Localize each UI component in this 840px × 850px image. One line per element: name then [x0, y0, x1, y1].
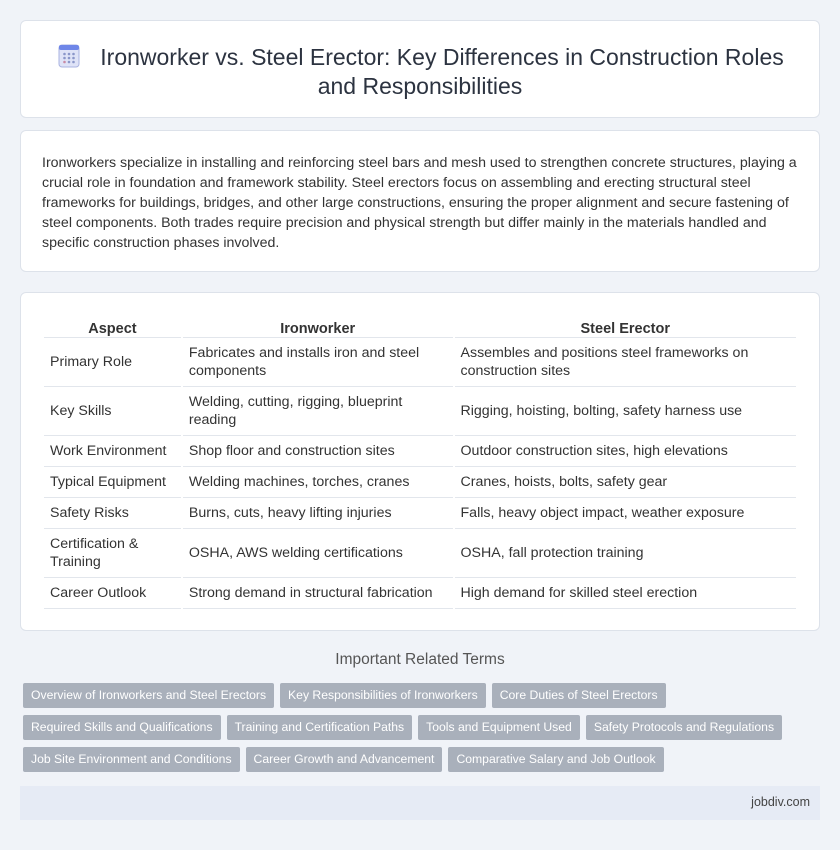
cell-ironworker: Welding, cutting, rigging, blueprint reading: [183, 387, 453, 436]
table-row: [44, 529, 796, 578]
cell-steel-erector: Assembles and positions steel frameworks on construction sites: [455, 338, 796, 387]
related-term-tag[interactable]: Overview of Ironworkers and Steel Erectors: [23, 683, 274, 708]
cell-ironworker: OSHA, AWS welding certifications: [183, 529, 453, 578]
cell-aspect: Certification & Training: [44, 529, 181, 578]
table-header-row: [44, 315, 796, 338]
related-term-tag[interactable]: Comparative Salary and Job Outlook: [448, 747, 663, 772]
footer-site-link[interactable]: jobdiv.com: [751, 795, 810, 809]
cell-ironworker: Strong demand in structural fabrication: [183, 578, 453, 609]
related-terms-list: [23, 683, 823, 779]
cell-steel-erector: Rigging, hoisting, bolting, safety harness use: [455, 387, 796, 436]
document-icon: [56, 43, 82, 69]
header-steel-erector: Steel Erector: [455, 315, 796, 338]
related-term-tag[interactable]: Job Site Environment and Conditions: [23, 747, 240, 772]
cell-steel-erector: Outdoor construction sites, high elevations: [455, 436, 796, 467]
cell-ironworker: Welding machines, torches, cranes: [183, 467, 453, 498]
related-term-tag[interactable]: Tools and Equipment Used: [418, 715, 580, 740]
cell-ironworker: Shop floor and construction sites: [183, 436, 453, 467]
footer: [20, 786, 820, 820]
cell-steel-erector: Cranes, hoists, bolts, safety gear: [455, 467, 796, 498]
related-term-tag[interactable]: Career Growth and Advancement: [246, 747, 443, 772]
table-row: [44, 578, 796, 609]
tag-row: [23, 747, 823, 779]
comparison-card: [20, 292, 820, 631]
related-term-tag[interactable]: Core Duties of Steel Erectors: [492, 683, 666, 708]
table-row: [44, 436, 796, 467]
intro-paragraph: Ironworkers specialize in installing and reinforcing steel bars and mesh used to strengthen concrete structures, playing a crucial role in foundation and framework stability. Steel erectors focus on assembling and erecting structural steel frameworks for buildings, bridges, and other large constructions, ensuring the proper alignment and secure fastening of steel components. Both trades require precision and physical strength but differ mainly in the materials handled and specific construction phases involved.: [42, 155, 797, 251]
table-row: [44, 467, 796, 498]
page-title-wrap: [21, 43, 819, 101]
related-terms-heading: Important Related Terms: [335, 651, 505, 668]
tag-row: [23, 715, 823, 747]
related-term-tag[interactable]: Safety Protocols and Regulations: [586, 715, 782, 740]
cell-aspect: Primary Role: [44, 338, 181, 387]
header-aspect: Aspect: [44, 315, 181, 338]
tag-row: [23, 683, 823, 715]
cell-steel-erector: High demand for skilled steel erection: [455, 578, 796, 609]
related-term-tag[interactable]: Required Skills and Qualifications: [23, 715, 221, 740]
cell-steel-erector: Falls, heavy object impact, weather exposure: [455, 498, 796, 529]
intro-card: [20, 130, 820, 272]
related-term-tag[interactable]: Key Responsibilities of Ironworkers: [280, 683, 486, 708]
table-row: [44, 338, 796, 387]
cell-aspect: Typical Equipment: [44, 467, 181, 498]
cell-aspect: Work Environment: [44, 436, 181, 467]
cell-ironworker: Burns, cuts, heavy lifting injuries: [183, 498, 453, 529]
table-row: [44, 498, 796, 529]
cell-aspect: Career Outlook: [44, 578, 181, 609]
title-card: [20, 20, 820, 118]
cell-aspect: Key Skills: [44, 387, 181, 436]
comparison-table: [42, 315, 798, 609]
cell-ironworker: Fabricates and installs iron and steel components: [183, 338, 453, 387]
table-row: [44, 387, 796, 436]
page-title: Ironworker vs. Steel Erector: Key Differences in Construction Roles and Responsibilities: [100, 44, 784, 99]
related-term-tag[interactable]: Training and Certification Paths: [227, 715, 413, 740]
header-ironworker: Ironworker: [183, 315, 453, 338]
cell-steel-erector: OSHA, fall protection training: [455, 529, 796, 578]
cell-aspect: Safety Risks: [44, 498, 181, 529]
